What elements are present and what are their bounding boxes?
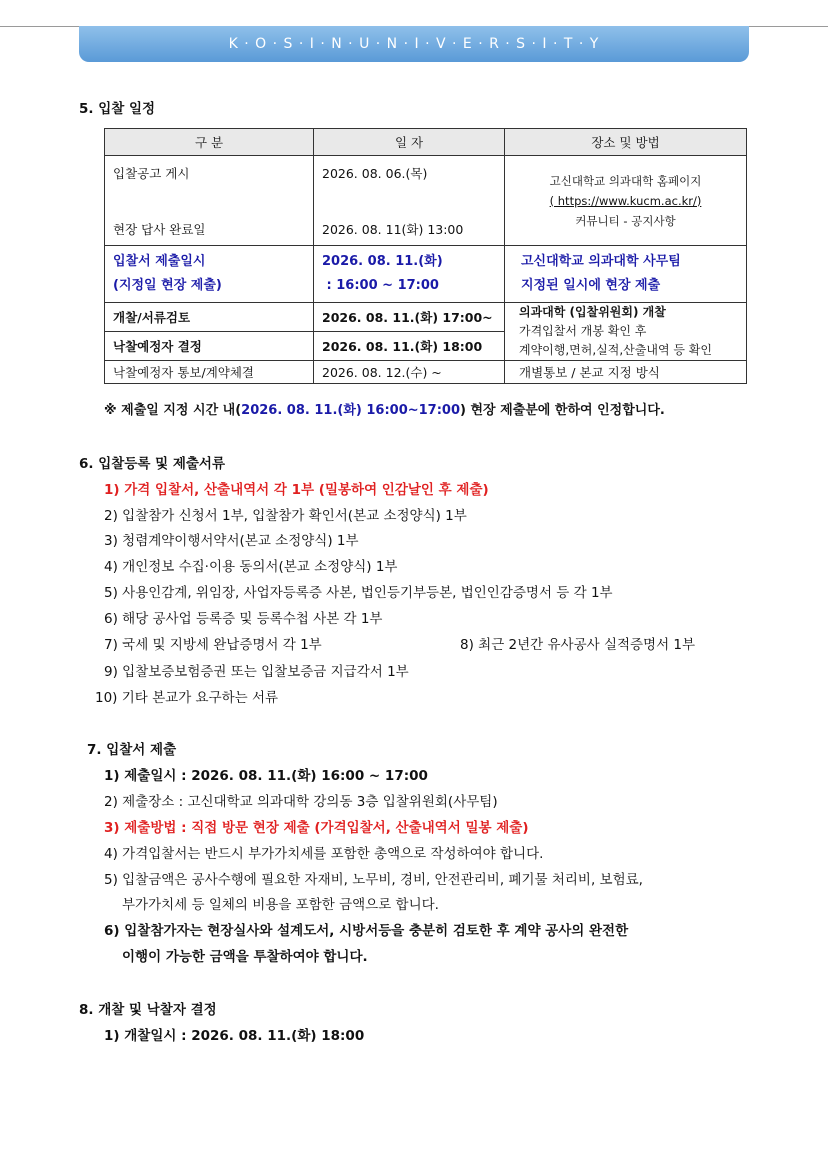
row2-date-1: 2026. 08. 11.(화) <box>322 254 443 269</box>
row1-date-b: 2026. 08. 11(화) 13:00 <box>322 221 464 237</box>
list-item: 6) 해당 공사업 등록증 및 등록수첩 사본 각 1부 <box>104 611 383 627</box>
list-item: 3) 제출방법 : 직접 방문 현장 제출 (가격입찰서, 산출내역서 밀봉 제출) <box>104 820 529 836</box>
list-item: 3) 청렴계약이행서약서(본교 소정양식) 1부 <box>104 533 359 549</box>
row1-date-a: 2026. 08. 06.(목) <box>322 165 428 181</box>
header-place: 장소 및 방법 <box>505 129 747 156</box>
row34-place <box>505 303 747 361</box>
list-item: 5) 입찰금액은 공사수행에 필요한 자재비, 노무비, 경비, 안전관리비, 폐기물 처리비, 보험료, <box>104 872 643 888</box>
row5-label: 낙찰예정자 통보/계약체결 <box>105 361 314 384</box>
list-item: 이행이 가능한 금액을 투찰하여야 합니다. <box>122 949 368 965</box>
row3-date: 2026. 08. 11.(화) 17:00~ <box>314 303 505 332</box>
list-item: 5) 사용인감계, 위임장, 사업자등록증 사본, 법인등기부등본, 법인인감증명서 등 각 1부 <box>104 585 613 601</box>
row34-place-2: 가격입찰서 개봉 확인 후 <box>519 324 647 338</box>
submission-note <box>104 399 665 418</box>
row3-label: 개찰/서류검토 <box>105 303 314 332</box>
table-row <box>105 303 747 332</box>
table-row <box>105 246 747 303</box>
row1-label-b: 현장 답사 완료일 <box>113 221 206 237</box>
list-item: 9) 입찰보증보험증권 또는 입찰보증금 지급각서 1부 <box>104 664 409 680</box>
row1-place-3: 커뮤니티 - 공지사항 <box>575 213 676 228</box>
list-item: 2) 제출장소 : 고신대학교 의과대학 강의동 3층 입찰위원회(사무팀) <box>104 794 498 810</box>
table-row <box>105 361 747 384</box>
row34-place-1: 의과대학 (입찰위원회) 개찰 <box>519 305 666 319</box>
section-7-title: 7. 입찰서 제출 <box>87 742 177 758</box>
list-item: 1) 제출일시 : 2026. 08. 11.(화) 16:00 ~ 17:00 <box>104 768 428 784</box>
table-row <box>105 156 747 246</box>
row5-place: 개별통보 / 본교 지정 방식 <box>505 361 747 384</box>
row4-date: 2026. 08. 11.(화) 18:00 <box>314 332 505 361</box>
note-suffix: ) 현장 제출분에 한하여 인정합니다. <box>460 403 665 418</box>
table-header-row <box>105 129 747 156</box>
list-item: 2) 입찰참가 신청서 1부, 입찰참가 확인서(본교 소정양식) 1부 <box>104 508 467 524</box>
bid-schedule-table <box>104 128 747 384</box>
list-item: 4) 가격입찰서는 반드시 부가가치세를 포함한 총액으로 작성하여야 합니다. <box>104 846 544 862</box>
row1-place <box>505 156 747 246</box>
list-item: 부가가치세 등 일체의 비용을 포함한 금액으로 합니다. <box>122 897 439 913</box>
note-prefix: ※ 제출일 지정 시간 내( <box>104 403 242 418</box>
section-5-title: 5. 입찰 일정 <box>79 101 156 117</box>
university-banner: K · O · S · I · N · U · N · I · V · E · R · S · I · T · Y <box>79 26 749 62</box>
list-item: 10) 기타 본교가 요구하는 서류 <box>95 690 279 706</box>
website-link[interactable]: ( https://www.kucm.ac.kr/) <box>549 193 702 208</box>
row1-label <box>105 156 314 246</box>
list-item: 1) 가격 입찰서, 산출내역서 각 1부 (밀봉하여 인감날인 후 제출) <box>104 482 489 498</box>
row4-label: 낙찰예정자 결정 <box>105 332 314 361</box>
section-6-title: 6. 입찰등록 및 제출서류 <box>79 456 225 472</box>
list-item: 4) 개인정보 수집·이용 동의서(본교 소정양식) 1부 <box>104 559 398 575</box>
row1-place-1: 고신대학교 의과대학 홈페이지 <box>549 173 702 188</box>
list-item: 8) 최근 2년간 유사공사 실적증명서 1부 <box>460 637 696 653</box>
row2-place-1: 고신대학교 의과대학 사무팀 <box>521 254 681 269</box>
row2-label <box>105 246 314 303</box>
row2-place <box>505 246 747 303</box>
list-item: 1) 개찰일시 : 2026. 08. 11.(화) 18:00 <box>104 1028 365 1044</box>
note-time: 2026. 08. 11.(화) 16:00~17:00 <box>241 403 461 418</box>
header-category: 구 분 <box>105 129 314 156</box>
row2-label-2: (지정일 현장 제출) <box>113 278 222 293</box>
row2-label-1: 입찰서 제출일시 <box>113 254 206 269</box>
section-8-title: 8. 개찰 및 낙찰자 결정 <box>79 1002 217 1018</box>
header-date: 일 자 <box>314 129 505 156</box>
row1-label-a: 입찰공고 게시 <box>113 165 190 181</box>
row1-date <box>314 156 505 246</box>
row2-place-2: 지정된 일시에 현장 제출 <box>521 278 661 293</box>
row34-place-3: 계약이행,면허,실적,산출내역 등 확인 <box>519 343 712 357</box>
row5-date: 2026. 08. 12.(수) ~ <box>314 361 505 384</box>
list-item: 7) 국세 및 지방세 완납증명서 각 1부 <box>104 637 322 653</box>
row2-date <box>314 246 505 303</box>
row2-date-2: : 16:00 ~ 17:00 <box>322 278 439 293</box>
list-item: 6) 입찰참가자는 현장실사와 설계도서, 시방서등을 충분히 검토한 후 계약 공사의 완전한 <box>104 923 629 939</box>
